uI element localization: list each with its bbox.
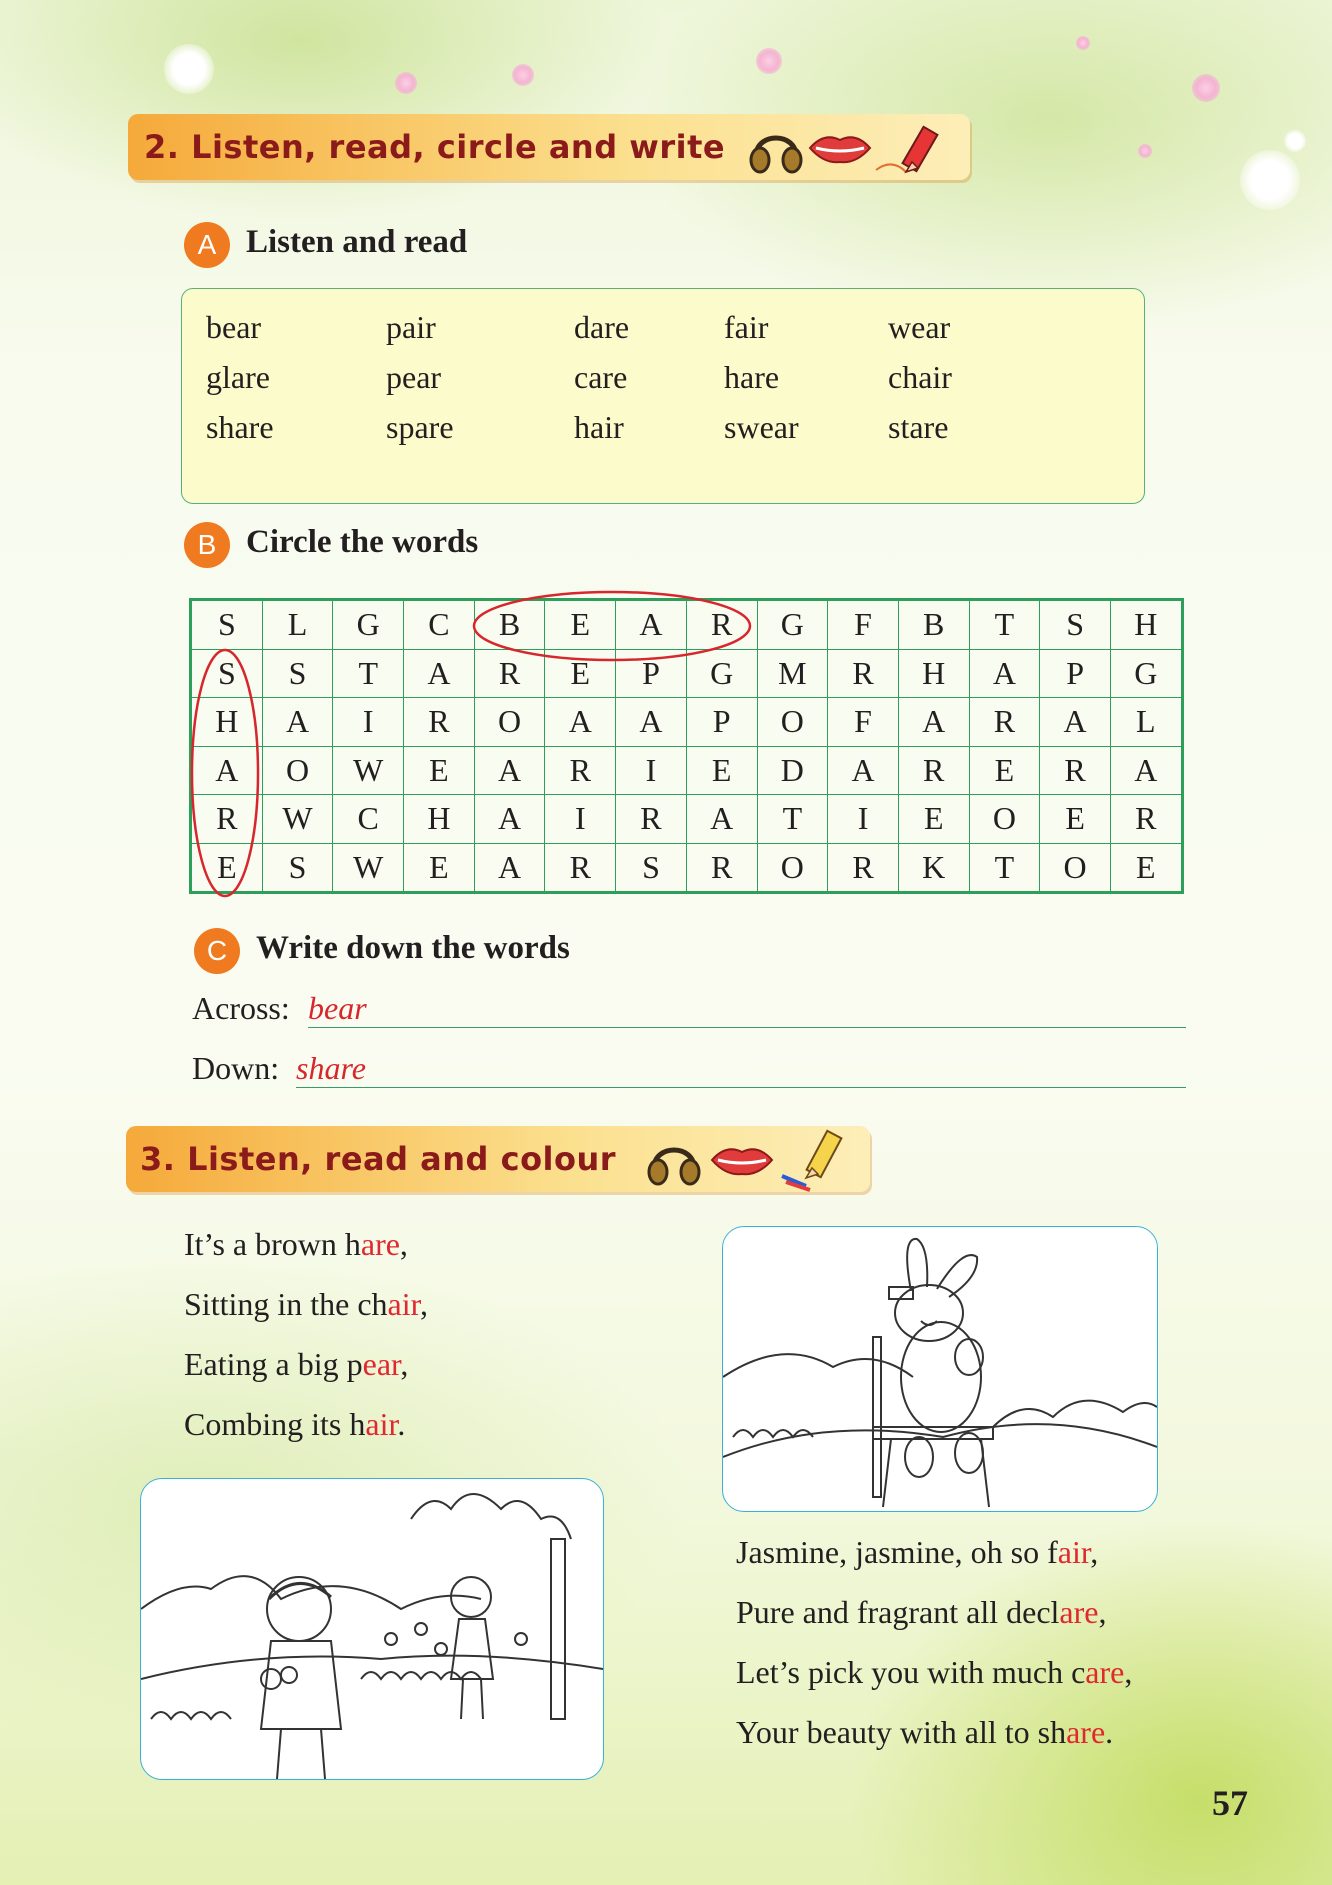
part-a-title: Listen and read (246, 224, 468, 260)
poem-highlight: are (360, 1226, 400, 1262)
decor-dot (756, 48, 782, 74)
poem-text: Sitting in the ch (184, 1286, 388, 1322)
word-item: dare (574, 309, 630, 345)
pencil-icon (872, 114, 958, 180)
grid-cell: H (898, 649, 969, 698)
decor-bubble (1284, 130, 1306, 152)
grid-cell: T (757, 795, 828, 844)
grid-cell: A (828, 746, 899, 795)
across-label: Across: (192, 990, 290, 1026)
girls-flowers-picture (140, 1478, 604, 1780)
grid-cell: S (191, 649, 263, 698)
grid-cell: I (828, 795, 899, 844)
word-item: share (206, 409, 274, 445)
circle-down-share (188, 646, 262, 900)
poem-text: It’s a brown h (184, 1226, 361, 1262)
across-answer: bear (308, 990, 367, 1026)
decor-dot (1192, 74, 1220, 102)
grid-cell: S (262, 649, 333, 698)
word-item: chair (888, 359, 952, 395)
grid-cell: O (474, 698, 545, 747)
decor-dot (512, 64, 534, 86)
lips-icon (808, 130, 872, 166)
headphones-icon (748, 122, 804, 176)
word-item: spare (386, 409, 454, 445)
grid-cell: R (1040, 746, 1111, 795)
decor-bubble (1240, 150, 1300, 210)
grid-cell: R (828, 649, 899, 698)
grid-cell: D (757, 746, 828, 795)
poem-highlight: are (1085, 1654, 1125, 1690)
poem-text: Let’s pick you with much c (736, 1654, 1086, 1690)
poem-text: . (397, 1406, 406, 1442)
grid-cell: A (262, 698, 333, 747)
grid-cell: E (404, 746, 475, 795)
grid-cell: L (1110, 698, 1182, 747)
word-item: care (574, 359, 628, 395)
grid-cell: P (1040, 649, 1111, 698)
grid-cell: I (545, 795, 616, 844)
grid-cell: M (757, 649, 828, 698)
grid-cell: E (969, 746, 1040, 795)
word-list-box (181, 288, 1145, 504)
grid-cell: I (333, 698, 404, 747)
grid-cell: A (616, 600, 687, 650)
across-write-line (308, 1027, 1186, 1028)
headphones-icon (646, 1134, 702, 1188)
grid-cell: H (1110, 600, 1182, 650)
poem-text: Combing its h (184, 1406, 366, 1442)
grid-cell: P (616, 649, 687, 698)
grid-cell: A (1040, 698, 1111, 747)
grid-cell: R (191, 795, 263, 844)
grid-cell: A (898, 698, 969, 747)
down-answer: share (296, 1050, 366, 1086)
poem-text: Pure and fragrant all decl (736, 1594, 1060, 1630)
grid-cell: T (969, 843, 1040, 893)
word-item: pear (386, 359, 442, 395)
poem-highlight: ear (362, 1346, 401, 1382)
section2-banner (128, 114, 970, 180)
decor-dot (1138, 144, 1152, 158)
section3-banner (126, 1126, 870, 1192)
grid-cell: W (333, 746, 404, 795)
grid-cell: R (404, 698, 475, 747)
grid-cell: R (474, 649, 545, 698)
part-b-badge: B (184, 522, 230, 568)
down-write-line (296, 1087, 1186, 1088)
grid-row (191, 746, 1183, 795)
poem-text: Jasmine, jasmine, oh so f (736, 1534, 1058, 1570)
grid-cell: H (191, 698, 263, 747)
crayons-icon (776, 1126, 856, 1192)
word-item: stare (888, 409, 949, 445)
word-item: glare (206, 359, 270, 395)
grid-row (191, 698, 1183, 747)
grid-cell: A (686, 795, 757, 844)
poem-line (184, 1346, 408, 1383)
grid-cell: O (1040, 843, 1111, 893)
word-item: bear (206, 309, 262, 345)
grid-cell: R (616, 795, 687, 844)
grid-cell: A (474, 843, 545, 893)
circle-across-bear (470, 588, 754, 664)
poem-text: , (420, 1286, 429, 1322)
poem-highlight: air (365, 1406, 398, 1442)
poem-highlight: are (1066, 1714, 1106, 1750)
grid-cell: R (545, 746, 616, 795)
grid-cell: B (898, 600, 969, 650)
lips-icon (710, 1142, 774, 1178)
poem-line (184, 1226, 408, 1263)
grid-cell: E (191, 843, 263, 893)
grid-cell: R (969, 698, 1040, 747)
grid-cell: S (191, 600, 263, 650)
grid-cell: C (404, 600, 475, 650)
rabbit-illustration-icon (723, 1227, 1157, 1511)
poem-text: , (1090, 1534, 1099, 1570)
grid-cell: W (333, 843, 404, 893)
grid-cell: G (333, 600, 404, 650)
poem-text: Your beauty with all to sh (736, 1714, 1067, 1750)
grid-cell: G (757, 600, 828, 650)
grid-cell: S (1040, 600, 1111, 650)
grid-cell: A (1110, 746, 1182, 795)
word-item: swear (724, 409, 799, 445)
grid-cell: G (1110, 649, 1182, 698)
grid-cell: O (969, 795, 1040, 844)
grid-cell: R (545, 843, 616, 893)
grid-cell: W (262, 795, 333, 844)
poem-text: . (1105, 1714, 1114, 1750)
grid-cell: A (474, 795, 545, 844)
grid-row (191, 843, 1183, 893)
grid-cell: E (1110, 843, 1182, 893)
grid-cell: A (191, 746, 263, 795)
part-b-title: Circle the words (246, 524, 479, 560)
grid-cell: B (474, 600, 545, 650)
grid-row (191, 795, 1183, 844)
grid-cell: R (1110, 795, 1182, 844)
grid-cell: E (404, 843, 475, 893)
poem-line (736, 1654, 1132, 1691)
grid-cell: A (404, 649, 475, 698)
grid-cell: F (828, 698, 899, 747)
poem-text: , (400, 1346, 409, 1382)
poem-highlight: are (1059, 1594, 1099, 1630)
grid-cell: L (262, 600, 333, 650)
part-a-badge: A (184, 222, 230, 268)
word-item: wear (888, 309, 951, 345)
section3-title: 3. Listen, read and colour (140, 1140, 617, 1178)
grid-cell: F (828, 600, 899, 650)
grid-cell: T (969, 600, 1040, 650)
section2-title: 2. Listen, read, circle and write (144, 128, 726, 166)
poem-text: , (399, 1226, 408, 1262)
part-c-badge: C (194, 928, 240, 974)
page-number: 57 (1212, 1783, 1248, 1823)
grid-cell: E (545, 649, 616, 698)
grid-cell: O (262, 746, 333, 795)
grid-cell: E (1040, 795, 1111, 844)
poem-line (736, 1534, 1098, 1571)
grid-cell: E (898, 795, 969, 844)
grid-cell: E (545, 600, 616, 650)
poem-highlight: air (1057, 1534, 1091, 1570)
grid-cell: O (757, 698, 828, 747)
grid-cell: K (898, 843, 969, 893)
word-item: fair (724, 309, 769, 345)
grid-cell: A (969, 649, 1040, 698)
grid-cell: C (333, 795, 404, 844)
grid-cell: A (616, 698, 687, 747)
down-label: Down: (192, 1050, 280, 1086)
rabbit-picture (722, 1226, 1158, 1512)
grid-cell: R (686, 600, 757, 650)
grid-cell: R (898, 746, 969, 795)
poem-text: , (1098, 1594, 1107, 1630)
poem-text: , (1124, 1654, 1133, 1690)
grid-cell: R (828, 843, 899, 893)
poem-line (736, 1594, 1106, 1631)
poem-line (736, 1714, 1113, 1751)
poem-highlight: air (387, 1286, 421, 1322)
decor-dot (1076, 36, 1090, 50)
girls-illustration-icon (141, 1479, 603, 1779)
decor-dot (395, 72, 417, 94)
poem-line (184, 1406, 405, 1443)
grid-cell: E (686, 746, 757, 795)
poem-line (184, 1286, 428, 1323)
grid-cell: T (333, 649, 404, 698)
word-item: pair (386, 309, 436, 345)
word-item: hair (574, 409, 624, 445)
grid-cell: S (616, 843, 687, 893)
poem-text: Eating a big p (184, 1346, 363, 1382)
grid-cell: I (616, 746, 687, 795)
grid-cell: S (262, 843, 333, 893)
part-c-title: Write down the words (256, 930, 570, 966)
grid-cell: A (474, 746, 545, 795)
decor-bubble (164, 44, 214, 94)
grid-cell: P (686, 698, 757, 747)
grid-cell: O (757, 843, 828, 893)
grid-cell: H (404, 795, 475, 844)
grid-cell: A (545, 698, 616, 747)
grid-cell: G (686, 649, 757, 698)
word-item: hare (724, 359, 780, 395)
grid-cell: R (686, 843, 757, 893)
